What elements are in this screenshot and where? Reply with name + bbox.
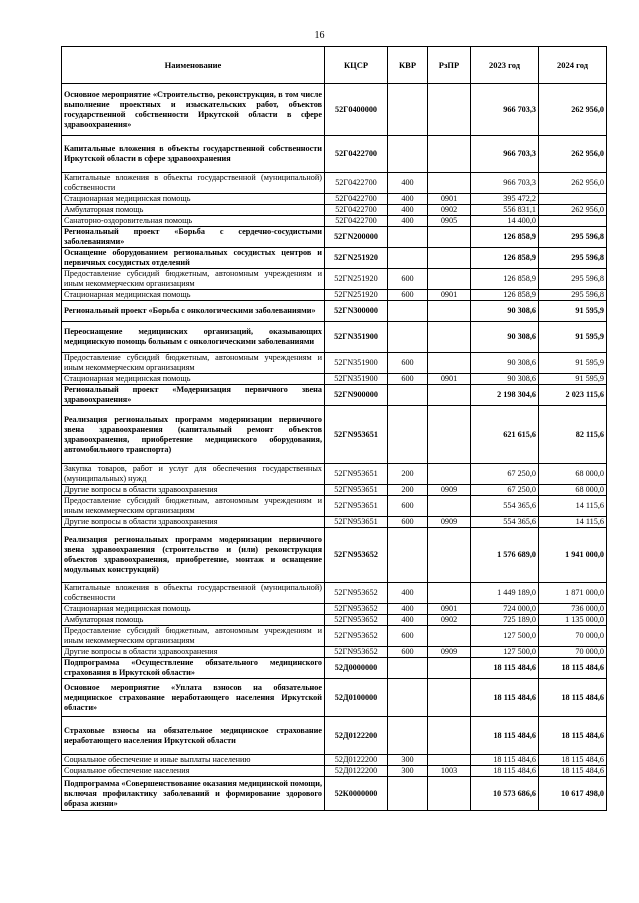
cell-2024: 295 596,8 <box>539 269 607 290</box>
table-header-row <box>62 47 607 84</box>
cell-kvr <box>388 84 428 136</box>
cell-kcsr: 52Д0000000 <box>325 658 388 679</box>
cell-name: Амбулаторная помощь <box>62 205 325 216</box>
cell-name: Социальное обеспечение населения <box>62 766 325 777</box>
table-row <box>62 777 607 811</box>
cell-kvr: 200 <box>388 464 428 485</box>
cell-kcsr: 52ГN953652 <box>325 528 388 583</box>
page-number: 16 <box>314 30 325 41</box>
cell-2024: 1 135 000,0 <box>539 615 607 626</box>
cell-kcsr: 52Г0422700 <box>325 136 388 173</box>
cell-kvr: 600 <box>388 626 428 647</box>
cell-name: Предоставление субсидий бюджетным, автономным учреждениям и иным некоммерческим организациям <box>62 269 325 290</box>
cell-2023: 395 472,2 <box>471 194 539 205</box>
cell-kcsr: 52ГN953652 <box>325 626 388 647</box>
cell-name: Оснащение оборудованием региональных сосудистых центров и первичных сосудистых отделений <box>62 248 325 269</box>
cell-rzpr: 0909 <box>428 517 471 528</box>
cell-kvr: 400 <box>388 583 428 604</box>
cell-2024: 262 956,0 <box>539 84 607 136</box>
cell-rzpr <box>428 528 471 583</box>
cell-2023: 554 365,6 <box>471 517 539 528</box>
cell-2023: 90 308,6 <box>471 353 539 374</box>
cell-rzpr <box>428 248 471 269</box>
cell-rzpr <box>428 658 471 679</box>
cell-2023: 966 703,3 <box>471 136 539 173</box>
cell-2024: 14 115,6 <box>539 517 607 528</box>
cell-name: Предоставление субсидий бюджетным, автономным учреждениям и иным некоммерческим организациям <box>62 626 325 647</box>
cell-kcsr: 52ГN251920 <box>325 290 388 301</box>
cell-rzpr: 0902 <box>428 205 471 216</box>
cell-kcsr: 52ГN953652 <box>325 615 388 626</box>
cell-2024: 262 956,0 <box>539 173 607 194</box>
cell-name: Социальное обеспечение и иные выплаты населению <box>62 755 325 766</box>
table-row <box>62 604 607 615</box>
cell-kvr <box>388 248 428 269</box>
cell-kcsr: 52ГN300000 <box>325 301 388 322</box>
table-row <box>62 353 607 374</box>
cell-kcsr: 52Г0422700 <box>325 216 388 227</box>
cell-kcsr: 52ГN953651 <box>325 406 388 464</box>
cell-kvr: 600 <box>388 269 428 290</box>
cell-kcsr: 52Г0400000 <box>325 84 388 136</box>
table-row <box>62 517 607 528</box>
cell-kvr: 400 <box>388 216 428 227</box>
cell-name: Закупка товаров, работ и услуг для обеспечения государственных (муниципальных) нужд <box>62 464 325 485</box>
cell-kcsr: 52К0000000 <box>325 777 388 811</box>
cell-kcsr: 52ГN351900 <box>325 374 388 385</box>
cell-rzpr <box>428 406 471 464</box>
cell-2024: 14 115,6 <box>539 496 607 517</box>
cell-name: Амбулаторная помощь <box>62 615 325 626</box>
cell-name: Стационарная медицинская помощь <box>62 290 325 301</box>
cell-kvr <box>388 658 428 679</box>
cell-name: Основное мероприятие «Строительство, реконструкция, в том числе выполнение проектных и изыскательских работ, объектов государственной собственности Иркутской области в сфере здравоохранения» <box>62 84 325 136</box>
cell-kvr: 600 <box>388 290 428 301</box>
cell-2023: 67 250,0 <box>471 485 539 496</box>
cell-rzpr <box>428 301 471 322</box>
cell-2024: 18 115 484,6 <box>539 766 607 777</box>
cell-rzpr <box>428 717 471 755</box>
cell-kvr: 400 <box>388 194 428 205</box>
cell-kvr <box>388 679 428 717</box>
cell-name: Страховые взносы на обязательное медицинское страхование неработающего населения Иркутской области <box>62 717 325 755</box>
table-row <box>62 615 607 626</box>
cell-name: Предоставление субсидий бюджетным, автономным учреждениям и иным некоммерческим организациям <box>62 353 325 374</box>
cell-rzpr: 0909 <box>428 647 471 658</box>
cell-kvr: 600 <box>388 374 428 385</box>
cell-name: Другие вопросы в области здравоохранения <box>62 517 325 528</box>
table-row <box>62 374 607 385</box>
cell-rzpr: 1003 <box>428 766 471 777</box>
table-row <box>62 205 607 216</box>
table-row <box>62 194 607 205</box>
cell-name: Стационарная медицинская помощь <box>62 604 325 615</box>
table-row <box>62 290 607 301</box>
table-row <box>62 322 607 353</box>
cell-2024: 82 115,6 <box>539 406 607 464</box>
cell-kcsr: 52ГN351900 <box>325 322 388 353</box>
header-2023: 2023 год <box>471 47 539 84</box>
cell-kcsr: 52ГN953651 <box>325 496 388 517</box>
table-row <box>62 647 607 658</box>
cell-2024: 18 115 484,6 <box>539 755 607 766</box>
cell-rzpr <box>428 385 471 406</box>
header-kvr: КВР <box>388 47 428 84</box>
cell-2023: 18 115 484,6 <box>471 679 539 717</box>
cell-2023: 127 500,0 <box>471 626 539 647</box>
cell-rzpr: 0901 <box>428 194 471 205</box>
table-row <box>62 269 607 290</box>
cell-2024 <box>539 194 607 205</box>
cell-rzpr <box>428 583 471 604</box>
cell-kvr: 600 <box>388 496 428 517</box>
cell-2023: 10 573 686,6 <box>471 777 539 811</box>
cell-2024: 18 115 484,6 <box>539 658 607 679</box>
cell-kvr: 400 <box>388 173 428 194</box>
cell-2023: 966 703,3 <box>471 173 539 194</box>
cell-rzpr: 0902 <box>428 615 471 626</box>
cell-name: Капитальные вложения в объекты государственной собственности Иркутской области в сфере здравоохранения <box>62 136 325 173</box>
table-row <box>62 216 607 227</box>
cell-kvr: 400 <box>388 205 428 216</box>
header-kcsr: КЦСР <box>325 47 388 84</box>
cell-2024: 1 941 000,0 <box>539 528 607 583</box>
cell-rzpr <box>428 496 471 517</box>
cell-2023: 724 000,0 <box>471 604 539 615</box>
cell-2023: 126 858,9 <box>471 248 539 269</box>
cell-name: Стационарная медицинская помощь <box>62 374 325 385</box>
cell-2024: 295 596,8 <box>539 248 607 269</box>
cell-kvr: 200 <box>388 485 428 496</box>
cell-rzpr: 0901 <box>428 290 471 301</box>
cell-rzpr: 0901 <box>428 604 471 615</box>
cell-name: Региональный проект «Борьба с сердечно-сосудистыми заболеваниями» <box>62 227 325 248</box>
table-row <box>62 406 607 464</box>
cell-rzpr <box>428 755 471 766</box>
cell-name: Капитальные вложения в объекты государственной (муниципальной) собственности <box>62 173 325 194</box>
table-row <box>62 227 607 248</box>
table-row <box>62 766 607 777</box>
table-row <box>62 248 607 269</box>
cell-2024 <box>539 216 607 227</box>
cell-2023: 725 189,0 <box>471 615 539 626</box>
table-row <box>62 173 607 194</box>
cell-2024: 68 000,0 <box>539 485 607 496</box>
header-rzpr: РзПР <box>428 47 471 84</box>
cell-2024: 1 871 000,0 <box>539 583 607 604</box>
cell-rzpr: 0901 <box>428 374 471 385</box>
cell-kcsr: 52Д0100000 <box>325 679 388 717</box>
cell-kcsr: 52ГN953652 <box>325 583 388 604</box>
cell-kvr: 600 <box>388 517 428 528</box>
cell-2024: 70 000,0 <box>539 626 607 647</box>
cell-2023: 126 858,9 <box>471 290 539 301</box>
cell-name: Региональный проект «Модернизация первичного звена здравоохранения» <box>62 385 325 406</box>
cell-kvr <box>388 717 428 755</box>
cell-2024: 91 595,9 <box>539 353 607 374</box>
cell-2023: 90 308,6 <box>471 301 539 322</box>
cell-2024: 18 115 484,6 <box>539 717 607 755</box>
cell-rzpr: 0905 <box>428 216 471 227</box>
cell-kcsr: 52ГN251920 <box>325 269 388 290</box>
table-row <box>62 626 607 647</box>
table-row <box>62 464 607 485</box>
cell-2023: 14 400,0 <box>471 216 539 227</box>
cell-kvr <box>388 227 428 248</box>
cell-2024: 10 617 498,0 <box>539 777 607 811</box>
cell-rzpr <box>428 173 471 194</box>
cell-kvr <box>388 301 428 322</box>
table-row <box>62 583 607 604</box>
budget-table <box>61 46 607 811</box>
cell-2023: 2 198 304,6 <box>471 385 539 406</box>
table-row <box>62 717 607 755</box>
cell-kvr <box>388 528 428 583</box>
cell-kcsr: 52Д0122200 <box>325 717 388 755</box>
cell-kcsr: 52ГN953651 <box>325 464 388 485</box>
cell-rzpr <box>428 269 471 290</box>
cell-2023: 556 831,1 <box>471 205 539 216</box>
cell-kvr <box>388 385 428 406</box>
cell-2023: 90 308,6 <box>471 374 539 385</box>
cell-2023: 1 449 189,0 <box>471 583 539 604</box>
table-row <box>62 385 607 406</box>
cell-kvr: 600 <box>388 353 428 374</box>
table-row <box>62 301 607 322</box>
cell-2024: 91 595,9 <box>539 322 607 353</box>
cell-2023: 67 250,0 <box>471 464 539 485</box>
table-row <box>62 679 607 717</box>
cell-name: Основное мероприятие «Уплата взносов на обязательное медицинское страхование неработающего населения Иркутской области» <box>62 679 325 717</box>
cell-2024: 262 956,0 <box>539 136 607 173</box>
cell-2024: 262 956,0 <box>539 205 607 216</box>
cell-2023: 621 615,6 <box>471 406 539 464</box>
cell-2024: 2 023 115,6 <box>539 385 607 406</box>
cell-rzpr <box>428 227 471 248</box>
cell-name: Стационарная медицинская помощь <box>62 194 325 205</box>
table-row <box>62 755 607 766</box>
cell-kvr: 400 <box>388 615 428 626</box>
cell-name: Предоставление субсидий бюджетным, автономным учреждениям и иным некоммерческим организациям <box>62 496 325 517</box>
cell-2024: 736 000,0 <box>539 604 607 615</box>
cell-kcsr: 52ГN351900 <box>325 353 388 374</box>
cell-kcsr: 52Г0422700 <box>325 194 388 205</box>
cell-2024: 70 000,0 <box>539 647 607 658</box>
header-2024: 2024 год <box>539 47 607 84</box>
cell-name: Подпрограмма «Осуществление обязательного медицинского страхования в Иркутской области» <box>62 658 325 679</box>
cell-name: Реализация региональных программ модернизации первичного звена здравоохранения (строительство и (или) реконструкция объектов здравоохранения, приобретение, монтаж и оснащение модульных конструкций) <box>62 528 325 583</box>
cell-kvr <box>388 777 428 811</box>
cell-2023: 18 115 484,6 <box>471 766 539 777</box>
cell-kvr <box>388 322 428 353</box>
cell-2023: 18 115 484,6 <box>471 658 539 679</box>
cell-2024: 68 000,0 <box>539 464 607 485</box>
cell-2023: 18 115 484,6 <box>471 755 539 766</box>
cell-kvr <box>388 406 428 464</box>
cell-kcsr: 52ГN953651 <box>325 517 388 528</box>
cell-rzpr <box>428 136 471 173</box>
cell-kvr: 600 <box>388 647 428 658</box>
cell-name: Подпрограмма «Совершенствование оказания медицинской помощи, включая профилактику заболеваний и формирование здорового образа жизни» <box>62 777 325 811</box>
table-row <box>62 658 607 679</box>
cell-name: Другие вопросы в области здравоохранения <box>62 485 325 496</box>
cell-rzpr <box>428 84 471 136</box>
cell-name: Капитальные вложения в объекты государственной (муниципальной) собственности <box>62 583 325 604</box>
cell-name: Переоснащение медицинских организаций, оказывающих медицинскую помощь больным с онкологическими заболеваниями <box>62 322 325 353</box>
table-row <box>62 528 607 583</box>
table-row <box>62 136 607 173</box>
cell-kvr: 400 <box>388 604 428 615</box>
cell-kcsr: 52Д0122200 <box>325 755 388 766</box>
cell-kcsr: 52ГN953651 <box>325 485 388 496</box>
cell-2024: 295 596,8 <box>539 290 607 301</box>
cell-2023: 966 703,3 <box>471 84 539 136</box>
cell-kcsr: 52ГN953652 <box>325 647 388 658</box>
cell-2023: 127 500,0 <box>471 647 539 658</box>
cell-rzpr <box>428 777 471 811</box>
cell-2024: 91 595,9 <box>539 374 607 385</box>
table-body <box>62 84 607 811</box>
cell-rzpr <box>428 464 471 485</box>
cell-2024: 295 596,8 <box>539 227 607 248</box>
cell-rzpr: 0909 <box>428 485 471 496</box>
cell-kcsr: 52ГN200000 <box>325 227 388 248</box>
table-row <box>62 496 607 517</box>
cell-kcsr: 52ГN251920 <box>325 248 388 269</box>
cell-2024: 91 595,9 <box>539 301 607 322</box>
cell-name: Другие вопросы в области здравоохранения <box>62 647 325 658</box>
cell-2023: 126 858,9 <box>471 269 539 290</box>
cell-2023: 554 365,6 <box>471 496 539 517</box>
cell-kcsr: 52Г0422700 <box>325 173 388 194</box>
cell-2023: 90 308,6 <box>471 322 539 353</box>
header-name: Наименование <box>62 47 325 84</box>
cell-name: Санаторно-оздоровительная помощь <box>62 216 325 227</box>
cell-kcsr: 52ГN900000 <box>325 385 388 406</box>
cell-name: Региональный проект «Борьба с онкологическими заболеваниями» <box>62 301 325 322</box>
cell-kcsr: 52ГN953652 <box>325 604 388 615</box>
cell-2024: 18 115 484,6 <box>539 679 607 717</box>
cell-rzpr <box>428 353 471 374</box>
table-row <box>62 84 607 136</box>
cell-kvr: 300 <box>388 766 428 777</box>
cell-2023: 126 858,9 <box>471 227 539 248</box>
cell-name: Реализация региональных программ модернизации первичного звена здравоохранения (капитальный ремонт объектов здравоохранения, приобретение медицинского оборудования, автомобильного транспорта) <box>62 406 325 464</box>
cell-2023: 18 115 484,6 <box>471 717 539 755</box>
cell-rzpr <box>428 322 471 353</box>
cell-kcsr: 52Д0122200 <box>325 766 388 777</box>
cell-kvr <box>388 136 428 173</box>
cell-2023: 1 576 689,0 <box>471 528 539 583</box>
cell-kvr: 300 <box>388 755 428 766</box>
cell-kcsr: 52Г0422700 <box>325 205 388 216</box>
table-row <box>62 485 607 496</box>
cell-rzpr <box>428 679 471 717</box>
cell-rzpr <box>428 626 471 647</box>
